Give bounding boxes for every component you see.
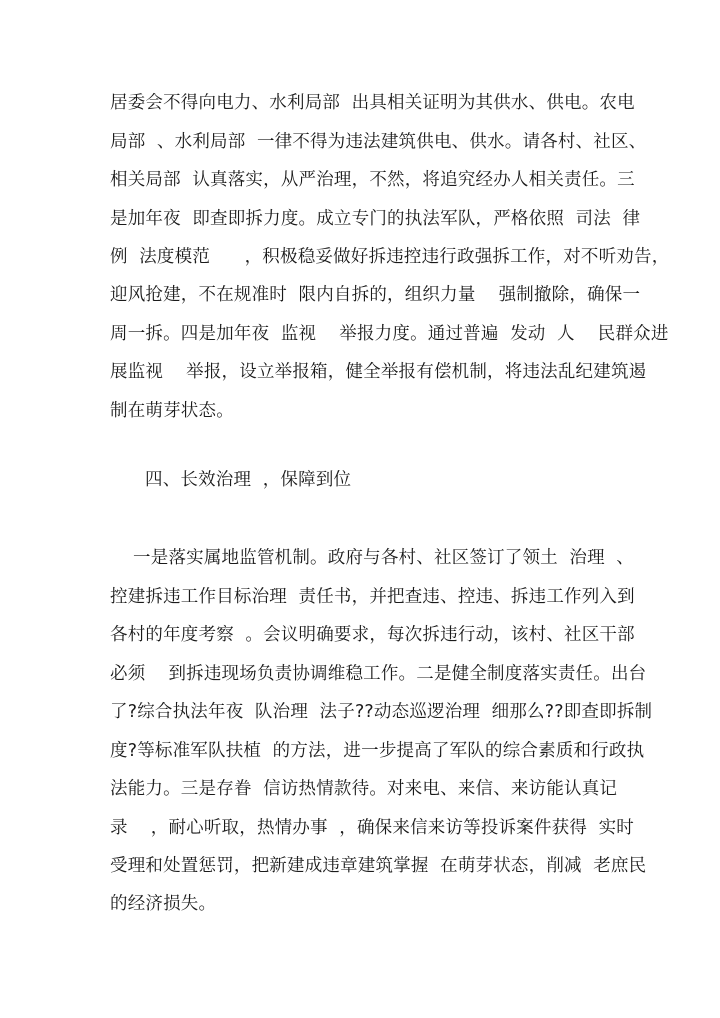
paragraph-line: 相关局部 认真落实，从严治理，不然，将追究经办人相关责任。三 (110, 170, 635, 190)
paragraph-line: 录 ，耐心听取，热情办事 ，确保来信来访等投诉案件获得 实时 (110, 818, 634, 838)
paragraph-line: 各村的年度考察 。会议明确要求，每次拆违行动，该村、社区干部 (110, 625, 635, 645)
paragraph-line: 一是落实属地监管机制。政府与各村、社区签订了领土 治理 、 (110, 548, 634, 568)
paragraph-line: 法能力。三是存眷 信访热情款待。对来电、来信、来访能认真记 (110, 779, 618, 799)
section-heading: 四、长效治理 ，保障到位 (145, 470, 352, 490)
paragraph-line: 周一拆。四是加年夜 监视 举报力度。通过普遍 发动 人 民群众进 (110, 324, 669, 344)
paragraph-line: 的经济损失。 (110, 894, 217, 914)
paragraph-line: 受理和处置惩罚，把新建成违章建筑掌握 在萌芽状态，削减 老庶民 (110, 856, 647, 876)
paragraph-line: 控建拆违工作目标治理 责任书，并把查违、控违、拆违工作列入到 (110, 587, 635, 607)
paragraph-line: 了?综合执法年夜 队治理 法子??动态巡逻治理 细那么??即查即拆制 (110, 702, 653, 722)
paragraph-line: 必须 到拆违现场负责协调维稳工作。二是健全制度落实责任。出台 (110, 664, 647, 684)
paragraph-line: 是加年夜 即查即拆力度。成立专门的执法军队，严格依照 司法 律 (110, 209, 641, 229)
paragraph-line: 迎风抢建，不在规准时 限内自拆的，组织力量 强制撤除，确保一 (110, 285, 641, 305)
paragraph-line: 例 法度模范 ，积极稳妥做好拆违控违行政强拆工作，对不听劝告， (110, 247, 670, 267)
paragraph-line: 度?等标准军队扶植 的方法，进一步提高了军队的综合素质和行政执 (110, 741, 645, 761)
paragraph-line: 局部 、水利局部 一律不得为违法建筑供电、供水。请各村、社区、 (110, 132, 647, 152)
paragraph-line: 居委会不得向电力、水利局部 出具相关证明为其供水、供电。农电 (110, 93, 635, 113)
paragraph-line: 展监视 举报，设立举报箱，健全举报有偿机制，将违法乱纪建筑遏 (110, 362, 647, 382)
paragraph-line: 制在萌芽状态。 (110, 401, 234, 421)
